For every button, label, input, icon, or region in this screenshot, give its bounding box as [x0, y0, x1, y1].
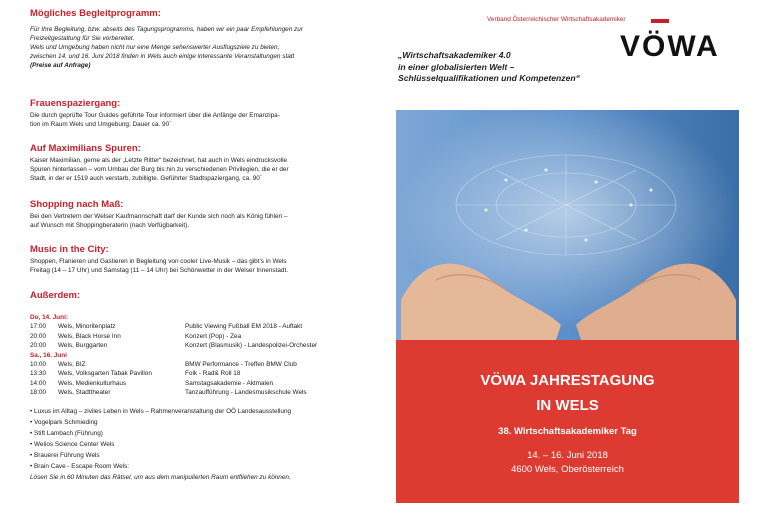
- final-note: Lösen Sie in 60 Minuten das Rätsel, um aus dem manipulierten Raum entfliehen zu können.: [30, 473, 291, 481]
- bullet-item: • Stift Lambach (Führung): [30, 429, 103, 437]
- event-time: 17:00: [30, 323, 46, 330]
- banner-title-location: IN WELS: [536, 397, 599, 414]
- event-schedule: [30, 313, 380, 398]
- day-label: Do, 14. Juni:: [30, 314, 68, 321]
- banner-place: 4600 Wels, Oberösterreich: [511, 464, 624, 475]
- text-line: Die durch geprüfte Tour Guides geführte Tour informiert über die Anfänge der Emanzipa-: [30, 112, 280, 119]
- accent-bar: [651, 19, 669, 23]
- event-row: [30, 388, 380, 398]
- day-label: Sa., 16. Juni: [30, 351, 67, 359]
- text-line: Bei den Vertretern der Welser Kaufmannschaft darf der Kunde sich noch als König fühlen –: [30, 213, 288, 220]
- hands-globe-photo: [396, 110, 739, 340]
- event-time: 14:00: [30, 379, 46, 387]
- text-line: Kaiser Maximilian, gerne als der „Letzte Ritter“ bezeichnet, hat auch in Wels eindrucksvolle: [30, 157, 288, 164]
- event-place: Wels, Medienkulturhaus: [58, 379, 127, 387]
- section-maximilian: [30, 143, 380, 183]
- text-line: auf Wunsch mit Shoppingberaterin (nach Verfügbarkeit).: [30, 222, 190, 229]
- text-line: tion im Raum Wels und Umgebung; Dauer ca. 90´: [30, 121, 172, 128]
- event-title: Konzert (Pop) - Zea: [185, 332, 242, 340]
- heading-ausserdem: Außerdem:: [30, 290, 81, 301]
- text-line: Shoppen, Flanieren und Gastieren in Begleitung von cooler Live-Musik – das gibt’s in Wels: [30, 258, 287, 265]
- text-line: zwischen 14. und 16. Juni 2018 finden in Wels auch einige interessante Veranstaltungen statt: [30, 53, 295, 60]
- banner-title: VÖWA JAHRESTAGUNG: [480, 372, 655, 389]
- event-title: Tanzaufführung - Landesmusikschule Wels: [185, 389, 307, 396]
- text-line: Wels und Umgebung haben nicht nur eine Menge sehenswerter Ausflugsziele zu bieten,: [30, 44, 280, 51]
- event-title: Public Viewing Fußball EM 2018 - Auftakt: [185, 323, 303, 330]
- event-place: Wels, Black Horse Inn: [58, 332, 121, 340]
- bullet-item: • Vogelpark Schmieding: [30, 418, 98, 426]
- event-time: 13:30: [30, 370, 46, 377]
- heading-music: Music in the City:: [30, 244, 109, 255]
- bullet-item: • Luxus im Alltag – ziviles Leben in Wels – Rahmenveranstaltung der OÖ Landesausstellung: [30, 407, 292, 415]
- quote-line: Schlüsselqualifikationen und Kompetenzen“: [398, 73, 580, 83]
- quote-line: in einer globalisierten Welt –: [398, 61, 515, 72]
- event-title: Samstagsakademie - Aktmalen: [185, 379, 274, 387]
- bullet-list: [30, 406, 380, 483]
- heading-frauenspaziergang: Frauenspaziergang:: [30, 98, 121, 109]
- event-place: Wels, Burggarten: [58, 342, 108, 349]
- event-row: [30, 341, 380, 351]
- text-line: Spuren hinterlassen – vom Umbau der Burg bis hin zu verschiedenen Privilegien, die er der: [30, 166, 289, 173]
- bullet-item: • Brauerei Führung Wels: [30, 451, 100, 459]
- banner-date: 14. – 16. Juni 2018: [527, 450, 608, 461]
- event-time: 10:00: [30, 360, 46, 368]
- event-time: 20:00: [30, 342, 46, 349]
- event-place: Wels, Stadttheater: [58, 389, 111, 396]
- cover-panel: [394, 0, 768, 512]
- section-music: [30, 244, 380, 275]
- event-row: [30, 369, 380, 379]
- event-title: Folk - Rad& Roll 18: [185, 370, 241, 377]
- event-banner: [396, 340, 739, 503]
- event-row: [30, 332, 380, 342]
- banner-subtitle: 38. Wirtschaftsakademiker Tag: [498, 426, 637, 437]
- event-row: [30, 322, 380, 332]
- event-place: Wels, BIZ: [58, 360, 86, 368]
- motto-quote: [398, 50, 628, 85]
- event-title: BMW Performance - Treffen BMW Club: [185, 360, 297, 368]
- event-time: 18:00: [30, 389, 46, 396]
- organization-name: Verband Österreichischer Wirtschaftsakademiker: [487, 16, 626, 23]
- event-place: Wels, Minoritenplatz: [58, 323, 116, 330]
- text-line: Stadt, in der er 1519 auch verstarb, zubilligte. Geführter Stadtspaziergang, ca. 90´: [30, 175, 262, 182]
- text-line: Freizeitgestaltung für Sie vorbereitet.: [30, 35, 135, 42]
- section-begleitprogramm: [30, 8, 380, 70]
- event-row: [30, 379, 380, 389]
- text-line: Freitag (14 – 17 Uhr) und Samstag (11 – 14 Uhr) bei Schönwetter in der Welser Innenstadt.: [30, 267, 289, 274]
- section-shopping: [30, 199, 380, 230]
- bullet-item: • Welios Science Center Wels: [30, 440, 115, 448]
- text-line: Für Ihre Begleitung, bzw. abseits des Tagungsprogramms, haben wir ein paar Empfehlungen zur: [30, 26, 303, 33]
- section-ausserdem: [30, 290, 380, 483]
- quote-line: „Wirtschaftsakademiker 4.0: [398, 50, 511, 60]
- event-title: Konzert (Blasmusik) - Landespolizei-Orchester: [185, 342, 318, 349]
- heading-maximilian: Auf Maximilians Spuren:: [30, 143, 141, 154]
- heading-begleitprogramm: Mögliches Begleitprogramm:: [30, 8, 161, 19]
- event-time: 20:00: [30, 332, 46, 340]
- heading-shopping: Shopping nach Maß:: [30, 199, 124, 210]
- section-frauenspaziergang: [30, 98, 380, 129]
- voewa-logo: VÖWA: [620, 30, 720, 63]
- event-row: [30, 360, 380, 370]
- text-line: (Preise auf Anfrage): [30, 62, 91, 69]
- event-place: Wels, Volksgarten Tabak Pavillon: [58, 370, 152, 377]
- bullet-item: • Brain Cave - Escape Room Wels:: [30, 462, 130, 470]
